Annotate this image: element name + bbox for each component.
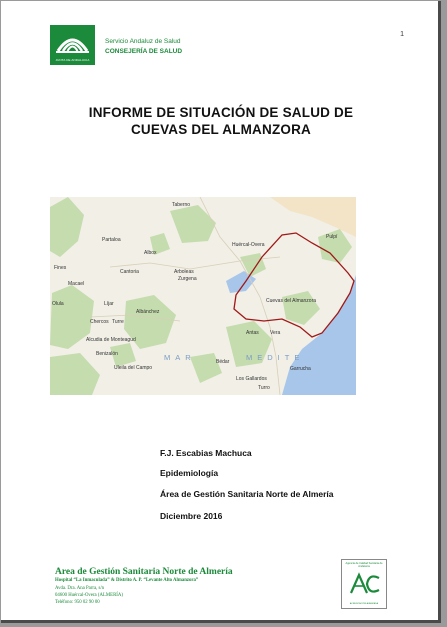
- map-label-town: Uleila del Campo: [114, 365, 153, 371]
- map-label-town: Zurgena: [178, 276, 197, 282]
- map-label-town: Fines: [54, 265, 67, 271]
- footer-units: Hospital “La Inmaculada” & Distrito A. P. “Levante Alto Almanzora”: [55, 578, 199, 583]
- acsa-bottom-text: ACREDITACIÓN AVANZADA: [349, 603, 379, 606]
- department-name: Epidemiología: [160, 468, 219, 478]
- map-label-town: Turro: [258, 385, 270, 391]
- page-number: 1: [400, 31, 404, 38]
- acsa-top-text: Agencia de Calidad Sanitaria de Andalucía: [345, 562, 383, 568]
- title-line-1: INFORME DE SITUACIÓN DE SALUD DE: [88, 105, 354, 120]
- map-label-town: Turre: [112, 319, 124, 325]
- map-label-town: Chercos: [90, 319, 109, 325]
- map-label-town: Partaloa: [102, 237, 121, 243]
- footer-phone: Teléfono: 950 02 90 00: [55, 600, 100, 605]
- map-label-town: Benizalón: [96, 351, 118, 357]
- acsa-mark-icon: [347, 571, 383, 597]
- document-title: [41, 104, 401, 138]
- map-label-town: Macael: [68, 281, 85, 287]
- map-label-town: Vera: [270, 330, 281, 336]
- map-label-town: Alcudia de Monteagud: [86, 337, 136, 343]
- map-label-town: Arboleas: [174, 269, 194, 275]
- footer-address-2: 04600 Huércal-Overa (ALMERÍA): [55, 593, 123, 598]
- footer-area-name: Area de Gestión Sanitaria Norte de Almería: [55, 567, 233, 577]
- map-label-town: Cantoria: [120, 269, 139, 275]
- junta-andalucia-logo: [50, 25, 95, 65]
- map-label-town: Los Gallardos: [236, 376, 267, 382]
- title-line-2: CUEVAS DEL ALMANZORA: [130, 122, 311, 137]
- organization-name: Servicio Andaluz de Salud: [105, 38, 181, 45]
- map-label-town: Pulpí: [326, 234, 338, 240]
- organization-department: CONSEJERÍA DE SALUD: [105, 48, 183, 55]
- map-label-town: Líjar: [104, 301, 114, 307]
- map-label-sea-right: MEDITE: [246, 353, 305, 362]
- map-label-town: Garrucha: [290, 366, 311, 372]
- map-label-town: Albánchez: [136, 309, 160, 315]
- map-label-town: Antas: [246, 330, 259, 336]
- map-label-town: Taberno: [172, 202, 191, 208]
- health-area: Área de Gestión Sanitaria Norte de Almería: [160, 489, 334, 499]
- document-page: [1, 1, 441, 623]
- region-map: [50, 197, 356, 395]
- footer-address-1: Avda. Dra. Ana Parra, s/n: [55, 586, 105, 591]
- map-label-town: Huércal-Overa: [232, 242, 265, 248]
- map-label-town: Bédar: [216, 359, 230, 365]
- author-name: F.J. Escabias Machuca: [160, 448, 252, 458]
- logo-caption: JUNTA DE ANDALUCIA: [55, 58, 90, 62]
- map-label-town: Albox: [144, 250, 157, 256]
- map-label-sea-left: MAR: [164, 353, 196, 362]
- acsa-accreditation-logo: [341, 559, 387, 609]
- map-label-town: Cuevas del Almanzora: [266, 298, 317, 304]
- report-date: Diciembre 2016: [160, 511, 223, 521]
- map-label-town: Olula: [52, 301, 64, 307]
